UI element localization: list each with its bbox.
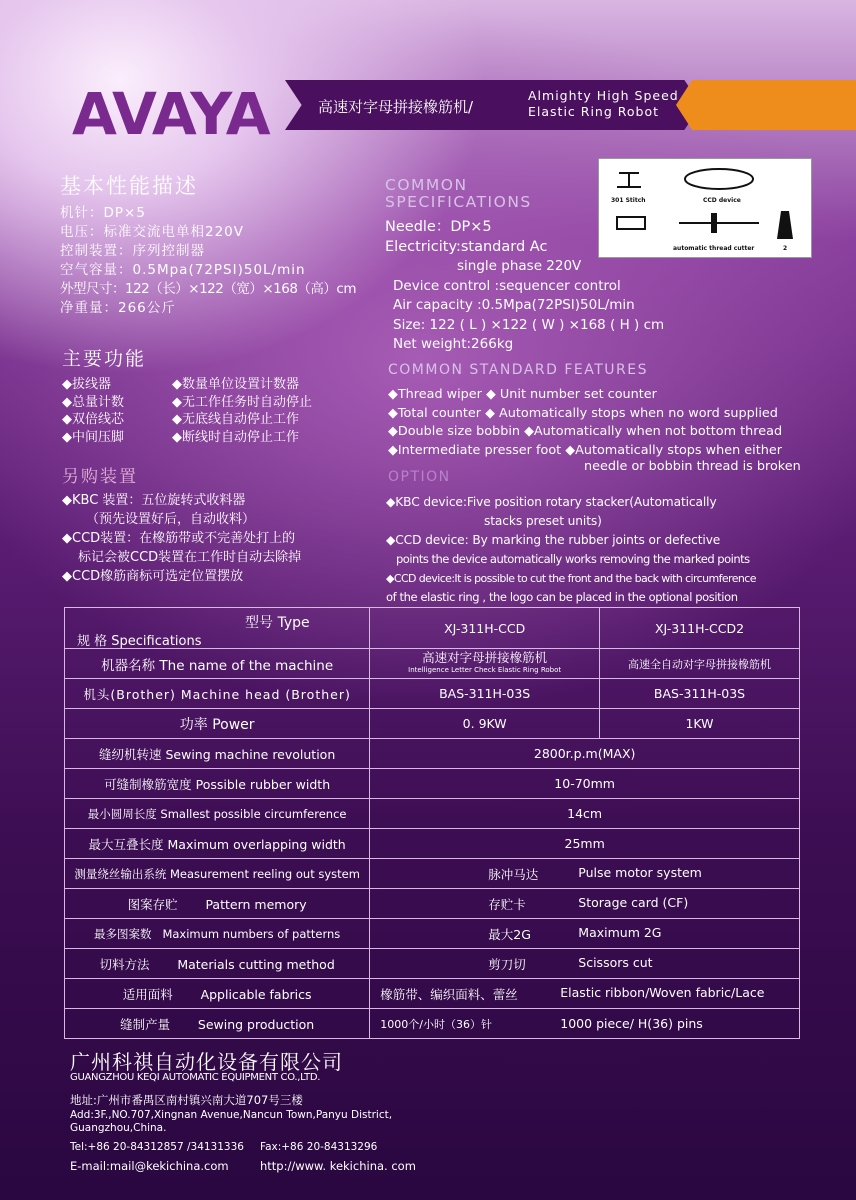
email-link[interactable]: E-mail:mail@kekichina.com (70, 1159, 229, 1173)
spec-line: Size: 122 ( L ) ×122 ( W ) ×168 ( H ) cm (393, 316, 665, 333)
table-row (65, 739, 800, 769)
diagram-label-cutter: automatic thread cutter (673, 245, 755, 252)
row-label: 适用面料 Applicable fabrics (65, 979, 370, 1009)
value-cn: 橡筋带、编织面料、蕾丝 (380, 986, 518, 1002)
table-row (65, 769, 800, 799)
row-value: 14cm (370, 799, 800, 829)
table-row (65, 679, 800, 709)
row-label: 最大互叠长度 Maximum overlapping width (65, 829, 370, 859)
phone-row (70, 1141, 416, 1154)
table-row (65, 889, 800, 919)
row-value-1: 0. 9KW (370, 709, 600, 739)
spec-line: Air capacity :0.5Mpa(72PSI)50L/min (393, 297, 635, 313)
feature-item: ◆Total counter ◆ Automatically stops when no word supplied (388, 405, 778, 421)
value-en: Pulse motor system (578, 864, 702, 880)
row-value-1: BAS-311H-03S (370, 679, 600, 709)
feature-item: ◆双倍线芯 (62, 412, 124, 427)
spec-line: 空气容量：0.5Mpa(72PSI)50L/min (60, 262, 306, 278)
feature-item: ◆断线时自动停止工作 (172, 429, 299, 445)
value-cn: 脉冲马达 (488, 866, 539, 882)
value-en: 1000 piece/ H(36) pins (560, 1015, 703, 1031)
fax: Fax:+86 20-84313296 (260, 1141, 378, 1153)
row-value-1 (370, 649, 600, 679)
address-en-2: Guangzhou,China. (70, 1122, 167, 1134)
option-item: stacks preset units) (484, 514, 602, 528)
spec-line: 净重量：266公斤 (60, 300, 176, 316)
basic-title-cn: 基本性能描述 (60, 174, 198, 198)
row-value: 2800r.p.m(MAX) (370, 739, 800, 769)
row-value: 25mm (370, 829, 800, 859)
features-cn (62, 376, 312, 446)
option-item: ◆CCD橡筋商标可选定位置摆放 (62, 569, 244, 584)
table-row (65, 859, 800, 889)
feature-item: ◆无工作任务时自动停止 (172, 394, 312, 410)
option-item: ◆KBC 装置：五位旋转式收料器 (62, 493, 246, 508)
row-value-2: 1KW (600, 709, 800, 739)
row-label: 功率 Power (65, 709, 370, 739)
header-spec: 规 格 Specifications (77, 634, 202, 649)
value-en: Elastic ribbon/Woven fabric/Lace (560, 984, 765, 1000)
basic-specs-en (385, 218, 664, 355)
table-header-row (65, 608, 800, 649)
options-en (386, 493, 806, 607)
header-type: 型号 Type (245, 615, 310, 631)
features-title-cn: 主要功能 (62, 348, 147, 370)
table-row (65, 919, 800, 949)
table-row (65, 1009, 800, 1039)
row-value-2: 高速全自动对字母拼接橡筋机 (600, 649, 800, 679)
feature-item: ◆数量单位设置计数器 (172, 377, 299, 392)
option-item: ◆CCD device: By marking the rubber joints or defective (386, 533, 721, 547)
row-value (370, 889, 800, 919)
option-item: ◆CCD装置：在橡筋带或不完善处打上的 (62, 531, 296, 546)
banner-title-en-line1: Almighty High Speed (528, 88, 679, 103)
contact-block (70, 1092, 416, 1173)
value-cn: 剪刀切 (488, 956, 526, 972)
features-en (388, 386, 828, 474)
option-item: ◆CCD device:It is possible to cut the front and the back with circumference (386, 572, 756, 585)
machine-name-cn: 高速对字母拼接橡筋机 (422, 649, 548, 665)
machine-name-en: Intelligence Letter Check Elastic Ring Robot (408, 665, 562, 674)
option-item: （预先设置好后，自动收料） (86, 512, 256, 527)
web-row (70, 1160, 416, 1173)
tel: Tel:+86 20-84312857 /34131336 (70, 1141, 244, 1153)
option-item: of the elastic ring , the logo can be placed in the optional position (386, 590, 738, 604)
row-value (370, 919, 800, 949)
option-item: 标记会被CCD装置在工作时自动去除掉 (78, 550, 302, 565)
row-label: 图案存贮 Pattern memory (65, 889, 370, 919)
address-cn: 地址:广州市番禺区南村镇兴南大道707号三楼 (70, 1093, 303, 1107)
value-en: Scissors cut (578, 954, 653, 970)
feature-item: ◆中间压脚 (62, 429, 124, 445)
row-label: 机头(Brother) Machine head (Brother) (65, 679, 370, 709)
table-row (65, 649, 800, 679)
spec-line: 机针：DP×5 (60, 205, 146, 221)
banner-title-en (528, 88, 679, 120)
spec-line: 控制装置：序列控制器 (60, 243, 205, 259)
spec-line: Needle：DP×5 (385, 219, 492, 235)
diagram-label-ccd: CCD device (703, 197, 741, 204)
table-row (65, 799, 800, 829)
diagram-label-stitch: 301 Stitch (611, 197, 646, 204)
features-cn-col2 (172, 376, 372, 446)
spec-line: 电压：标准交流电单相220V (60, 224, 245, 240)
spec-line: Net weight:266kg (393, 336, 514, 352)
option-title-en: OPTION (388, 469, 451, 485)
feature-item: ◆Thread wiper ◆ Unit number set counter (388, 387, 657, 402)
value-en: Storage card (CF) (578, 894, 689, 910)
row-value-2: BAS-311H-03S (600, 679, 800, 709)
basic-title-en-line2: SPECIFICATIONS (385, 193, 532, 211)
address-en-1: Add:3F.,NO.707,Xingnan Avenue,Nancun Town,Panyu District, (70, 1109, 393, 1121)
feature-item: ◆Intermediate presser foot ◆Automatically stops when either (388, 442, 782, 458)
value-cn: 1000个/小时（36）针 (380, 1017, 492, 1031)
website-link[interactable]: http://www. kekichina. com (260, 1159, 416, 1173)
feature-item: ◆总量计数 (62, 394, 124, 410)
row-label: 缝制产量 Sewing production (65, 1009, 370, 1039)
option-item: ◆KBC device:Five position rotary stacker(Automatically (386, 495, 717, 509)
row-label: 缝纫机转速 Sewing machine revolution (65, 739, 370, 769)
value-en: Maximum 2G (578, 924, 662, 940)
model-1: XJ-311H-CCD (370, 608, 600, 649)
spec-line: 外型尺寸：122（长）×122（宽）×168（高）cm (60, 281, 356, 297)
feature-item: needle or bobbin thread is broken (584, 459, 801, 474)
option-item: points the device automatically works removing the marked points (396, 552, 750, 566)
banner-title-cn: 高速对字母拼接橡筋机/ (318, 98, 474, 116)
basic-title-en (385, 177, 532, 211)
feature-item: ◆拔线器 (62, 377, 111, 392)
company-name-cn: 广州科祺自动化设备有限公司 (70, 1050, 343, 1074)
banner-title-en-line2: Elastic Ring Robot (528, 104, 660, 119)
row-label: 最多图案数 Maximum numbers of patterns (65, 919, 370, 949)
spec-line: Electricity:standard Ac (385, 238, 548, 255)
table-row (65, 709, 800, 739)
basic-specs-cn (60, 204, 356, 318)
spec-line: single phase 220V (457, 258, 582, 274)
row-label: 切料方法 Materials cutting method (65, 949, 370, 979)
basic-title-en-line1: COMMON (385, 176, 468, 194)
row-value (370, 1009, 800, 1039)
feature-item: ◆无底线自动停止工作 (172, 412, 299, 427)
spec-table (64, 607, 800, 1039)
value-cn: 存贮卡 (488, 896, 526, 912)
value-cn: 最大2G (488, 926, 531, 942)
spec-line: Device control :sequencer control (393, 277, 621, 294)
table-header-label (65, 608, 370, 649)
table-row (65, 949, 800, 979)
feature-item: ◆Double size bobbin ◆Automatically when not bottom thread (388, 424, 783, 439)
row-label: 最小圆周长度 Smallest possible circumference (65, 799, 370, 829)
options-cn (62, 491, 301, 586)
orange-accent (676, 80, 856, 130)
features-title-en: COMMON STANDARD FEATURES (388, 362, 649, 378)
table-row (65, 829, 800, 859)
row-label: 机器名称 The name of the machine (65, 649, 370, 679)
row-value (370, 949, 800, 979)
brand-logo: AVAYA (72, 80, 270, 148)
row-value (370, 859, 800, 889)
row-label: 可缝制橡筋宽度 Possible rubber width (65, 769, 370, 799)
row-value (370, 979, 800, 1009)
table-row (65, 979, 800, 1009)
row-value: 10-70mm (370, 769, 800, 799)
row-label: 测量绕丝输出系统 Measurement reeling out system (65, 859, 370, 889)
option-title-cn: 另购装置 (62, 467, 138, 487)
company-name-en: GUANGZHOU KEQI AUTOMATIC EQUIPMENT CO.,LTD. (70, 1072, 321, 1083)
diagram-label-num: 2 (783, 245, 788, 252)
model-2: XJ-311H-CCD2 (600, 608, 800, 649)
